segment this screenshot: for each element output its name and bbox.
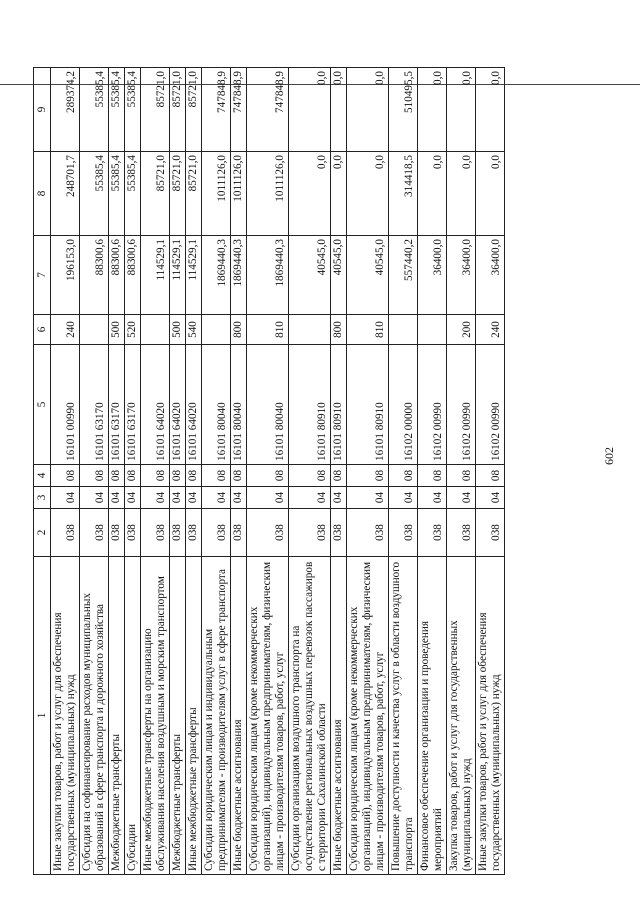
col-ministry: 038 [247, 509, 289, 557]
col-expense-type [389, 315, 418, 345]
col-target-article: 16101 64020 [170, 345, 186, 465]
table-row [109, 68, 125, 875]
col-year-2: 0,0 [289, 152, 331, 236]
table-row [389, 68, 418, 875]
table-row [125, 68, 141, 875]
col-year-1: 114529,1 [170, 236, 186, 315]
table-row [186, 68, 202, 875]
table-row [418, 68, 447, 875]
table-row [289, 68, 331, 875]
header-col-subsection: 4 [34, 465, 51, 487]
col-target-article: 16101 80910 [331, 345, 347, 465]
col-section: 04 [289, 487, 331, 509]
col-year-1: 1869440,3 [202, 236, 231, 315]
table-row [247, 68, 289, 875]
col-expense-type: 540 [186, 315, 202, 345]
col-year-2: 248701,7 [51, 152, 80, 236]
col-ministry: 038 [51, 509, 80, 557]
col-subsection: 08 [125, 465, 141, 487]
col-year-3: 747848,9 [247, 68, 289, 152]
col-expense-type: 520 [125, 315, 141, 345]
col-expense-type: 800 [331, 315, 347, 345]
col-year-1: 40545,0 [331, 236, 347, 315]
col-year-1: 36400,0 [447, 236, 476, 315]
col-target-article: 16101 80910 [347, 345, 389, 465]
col-expense-type [202, 315, 231, 345]
col-target-article: 16101 80040 [247, 345, 289, 465]
col-year-3: 55385,4 [125, 68, 141, 152]
header-col-ministry: 2 [34, 509, 51, 557]
col-name: Повышение доступности и качества услуг в области воздушного транспорта [389, 557, 418, 875]
col-ministry: 038 [347, 509, 389, 557]
col-year-2: 1011126,0 [247, 152, 289, 236]
col-section: 04 [231, 487, 247, 509]
col-year-3: 747848,9 [231, 68, 247, 152]
col-year-1: 196153,0 [51, 236, 80, 315]
col-year-2: 0,0 [418, 152, 447, 236]
col-subsection: 08 [447, 465, 476, 487]
col-expense-type: 800 [231, 315, 247, 345]
col-subsection: 08 [80, 465, 109, 487]
table-body [34, 68, 505, 875]
col-expense-type [80, 315, 109, 345]
col-year-2: 1011126,0 [231, 152, 247, 236]
col-name: Межбюджетные трансферты [109, 557, 125, 875]
col-year-3: 55385,4 [80, 68, 109, 152]
col-year-3: 0,0 [347, 68, 389, 152]
col-expense-type: 500 [109, 315, 125, 345]
col-year-1: 40545,0 [289, 236, 331, 315]
col-ministry: 038 [80, 509, 109, 557]
col-name: Субсидии юридическим лицам (кроме некоммерческих организаций), индивидуальным предпринимателям, физическим лицам - производителям товаров, работ, услуг [247, 557, 289, 875]
col-year-1: 36400,0 [418, 236, 447, 315]
header-col-target-article: 5 [34, 345, 51, 465]
col-target-article: 16101 64020 [141, 345, 170, 465]
col-year-2: 55385,4 [109, 152, 125, 236]
col-subsection: 08 [289, 465, 331, 487]
col-expense-type: 240 [476, 315, 505, 345]
col-section: 04 [109, 487, 125, 509]
table-row [51, 68, 80, 875]
col-year-1: 88300,6 [80, 236, 109, 315]
col-target-article: 16102 00990 [447, 345, 476, 465]
header-col-expense-type: 6 [34, 315, 51, 345]
col-subsection: 08 [231, 465, 247, 487]
col-year-1: 36400,0 [476, 236, 505, 315]
col-section: 04 [247, 487, 289, 509]
table-row [447, 68, 476, 875]
col-name: Иные закупки товаров, работ и услуг для обеспечения государственных (муниципальных) нужд [476, 557, 505, 875]
col-section: 04 [418, 487, 447, 509]
col-year-2: 0,0 [476, 152, 505, 236]
col-subsection: 08 [109, 465, 125, 487]
col-ministry: 038 [141, 509, 170, 557]
col-year-3: 85721,0 [186, 68, 202, 152]
col-year-2: 85721,0 [141, 152, 170, 236]
col-name: Иные межбюджетные трансферты [186, 557, 202, 875]
col-year-3: 0,0 [331, 68, 347, 152]
col-year-3: 0,0 [476, 68, 505, 152]
col-name: Субсидии юридическим лицам (кроме некоммерческих организаций), индивидуальным предпринимателям, физическим лицам - производителям товаров, работ, услуг [347, 557, 389, 875]
col-year-3: 85721,0 [170, 68, 186, 152]
col-name: Субсидии организациям воздушного транспорта на осуществление региональных воздушных перевозок пассажиров с территории Сахалинской области [289, 557, 331, 875]
table-row [141, 68, 170, 875]
col-name: Иные бюджетные ассигнования [231, 557, 247, 875]
col-year-1: 88300,6 [125, 236, 141, 315]
col-name: Финансовое обеспечение организации и проведения мероприятий [418, 557, 447, 875]
col-ministry: 038 [447, 509, 476, 557]
col-name: Субсидии юридическим лицам и индивидуальным предпринимателям - производителям услуг в сфере транспорта [202, 557, 231, 875]
col-section: 04 [389, 487, 418, 509]
budget-table [33, 67, 505, 875]
col-target-article: 16101 80040 [231, 345, 247, 465]
col-target-article: 16101 80040 [202, 345, 231, 465]
col-expense-type [289, 315, 331, 345]
col-year-3: 85721,0 [141, 68, 170, 152]
col-ministry: 038 [202, 509, 231, 557]
col-expense-type: 500 [170, 315, 186, 345]
table-row [202, 68, 231, 875]
table-row [476, 68, 505, 875]
col-ministry: 038 [331, 509, 347, 557]
col-target-article: 16102 00990 [476, 345, 505, 465]
col-section: 04 [476, 487, 505, 509]
col-year-1: 114529,1 [141, 236, 170, 315]
col-year-1: 1869440,3 [247, 236, 289, 315]
col-section: 04 [125, 487, 141, 509]
col-ministry: 038 [389, 509, 418, 557]
col-ministry: 038 [125, 509, 141, 557]
col-target-article: 16101 63170 [125, 345, 141, 465]
header-col-year-3: 9 [34, 68, 51, 152]
col-expense-type [141, 315, 170, 345]
header-col-year-2: 8 [34, 152, 51, 236]
col-name: Субсидии [125, 557, 141, 875]
col-ministry: 038 [289, 509, 331, 557]
col-section: 04 [186, 487, 202, 509]
col-year-3: 0,0 [418, 68, 447, 152]
column-number-row [34, 68, 51, 875]
col-section: 04 [170, 487, 186, 509]
col-section: 04 [141, 487, 170, 509]
table-row [170, 68, 186, 875]
col-year-3: 747848,9 [202, 68, 231, 152]
col-ministry: 038 [418, 509, 447, 557]
header-col-name: 1 [34, 557, 51, 875]
col-subsection: 08 [347, 465, 389, 487]
col-expense-type: 810 [347, 315, 389, 345]
col-subsection: 08 [141, 465, 170, 487]
col-expense-type [418, 315, 447, 345]
col-subsection: 08 [170, 465, 186, 487]
col-target-article: 16101 63170 [80, 345, 109, 465]
col-expense-type: 240 [51, 315, 80, 345]
col-year-2: 0,0 [447, 152, 476, 236]
col-subsection: 08 [418, 465, 447, 487]
col-subsection: 08 [331, 465, 347, 487]
col-year-1: 40545,0 [347, 236, 389, 315]
col-target-article: 16101 64020 [186, 345, 202, 465]
header-col-section: 3 [34, 487, 51, 509]
col-section: 04 [347, 487, 389, 509]
col-section: 04 [331, 487, 347, 509]
col-expense-type: 200 [447, 315, 476, 345]
col-year-2: 1011126,0 [202, 152, 231, 236]
table-row [347, 68, 389, 875]
col-year-1: 114529,1 [186, 236, 202, 315]
page-number: 602 [602, 447, 616, 465]
col-year-2: 0,0 [331, 152, 347, 236]
col-year-2: 85721,0 [170, 152, 186, 236]
col-subsection: 08 [186, 465, 202, 487]
col-name: Закупка товаров, работ и услуг для государственных (муниципальных) нужд [447, 557, 476, 875]
col-subsection: 08 [202, 465, 231, 487]
col-ministry: 038 [186, 509, 202, 557]
col-year-3: 289374,2 [51, 68, 80, 152]
col-target-article: 16101 00990 [51, 345, 80, 465]
col-year-2: 0,0 [347, 152, 389, 236]
col-year-2: 85721,0 [186, 152, 202, 236]
col-section: 04 [51, 487, 80, 509]
col-year-1: 557440,2 [389, 236, 418, 315]
col-ministry: 038 [476, 509, 505, 557]
header-col-year-1: 7 [34, 236, 51, 315]
col-subsection: 08 [389, 465, 418, 487]
col-subsection: 08 [247, 465, 289, 487]
table-row [80, 68, 109, 875]
table-row [231, 68, 247, 875]
col-expense-type: 810 [247, 315, 289, 345]
col-name: Иные межбюджетные трансферты на организацию обслуживания населения воздушным и морским транспортом [141, 557, 170, 875]
col-ministry: 038 [231, 509, 247, 557]
col-target-article: 16101 63170 [109, 345, 125, 465]
col-section: 04 [447, 487, 476, 509]
col-name: Иные бюджетные ассигнования [331, 557, 347, 875]
col-name: Межбюджетные трансферты [170, 557, 186, 875]
col-target-article: 16102 00000 [389, 345, 418, 465]
col-ministry: 038 [170, 509, 186, 557]
col-name: Иные закупки товаров, работ и услуг для обеспечения государственных (муниципальных) нужд [51, 557, 80, 875]
col-section: 04 [202, 487, 231, 509]
col-subsection: 08 [51, 465, 80, 487]
col-year-2: 55385,4 [125, 152, 141, 236]
col-year-3: 55385,4 [109, 68, 125, 152]
col-target-article: 16101 80910 [289, 345, 331, 465]
col-year-2: 55385,4 [80, 152, 109, 236]
col-ministry: 038 [109, 509, 125, 557]
col-year-3: 0,0 [447, 68, 476, 152]
col-section: 04 [80, 487, 109, 509]
table-row [331, 68, 347, 875]
col-year-3: 0,0 [289, 68, 331, 152]
col-year-3: 510495,5 [389, 68, 418, 152]
col-year-2: 314418,5 [389, 152, 418, 236]
col-year-1: 88300,6 [109, 236, 125, 315]
col-year-1: 1869440,3 [231, 236, 247, 315]
col-name: Субсидия на софинансирование расходов муниципальных образований в сфере транспорта и дорожного хозяйства [80, 557, 109, 875]
col-target-article: 16102 00990 [418, 345, 447, 465]
col-subsection: 08 [476, 465, 505, 487]
